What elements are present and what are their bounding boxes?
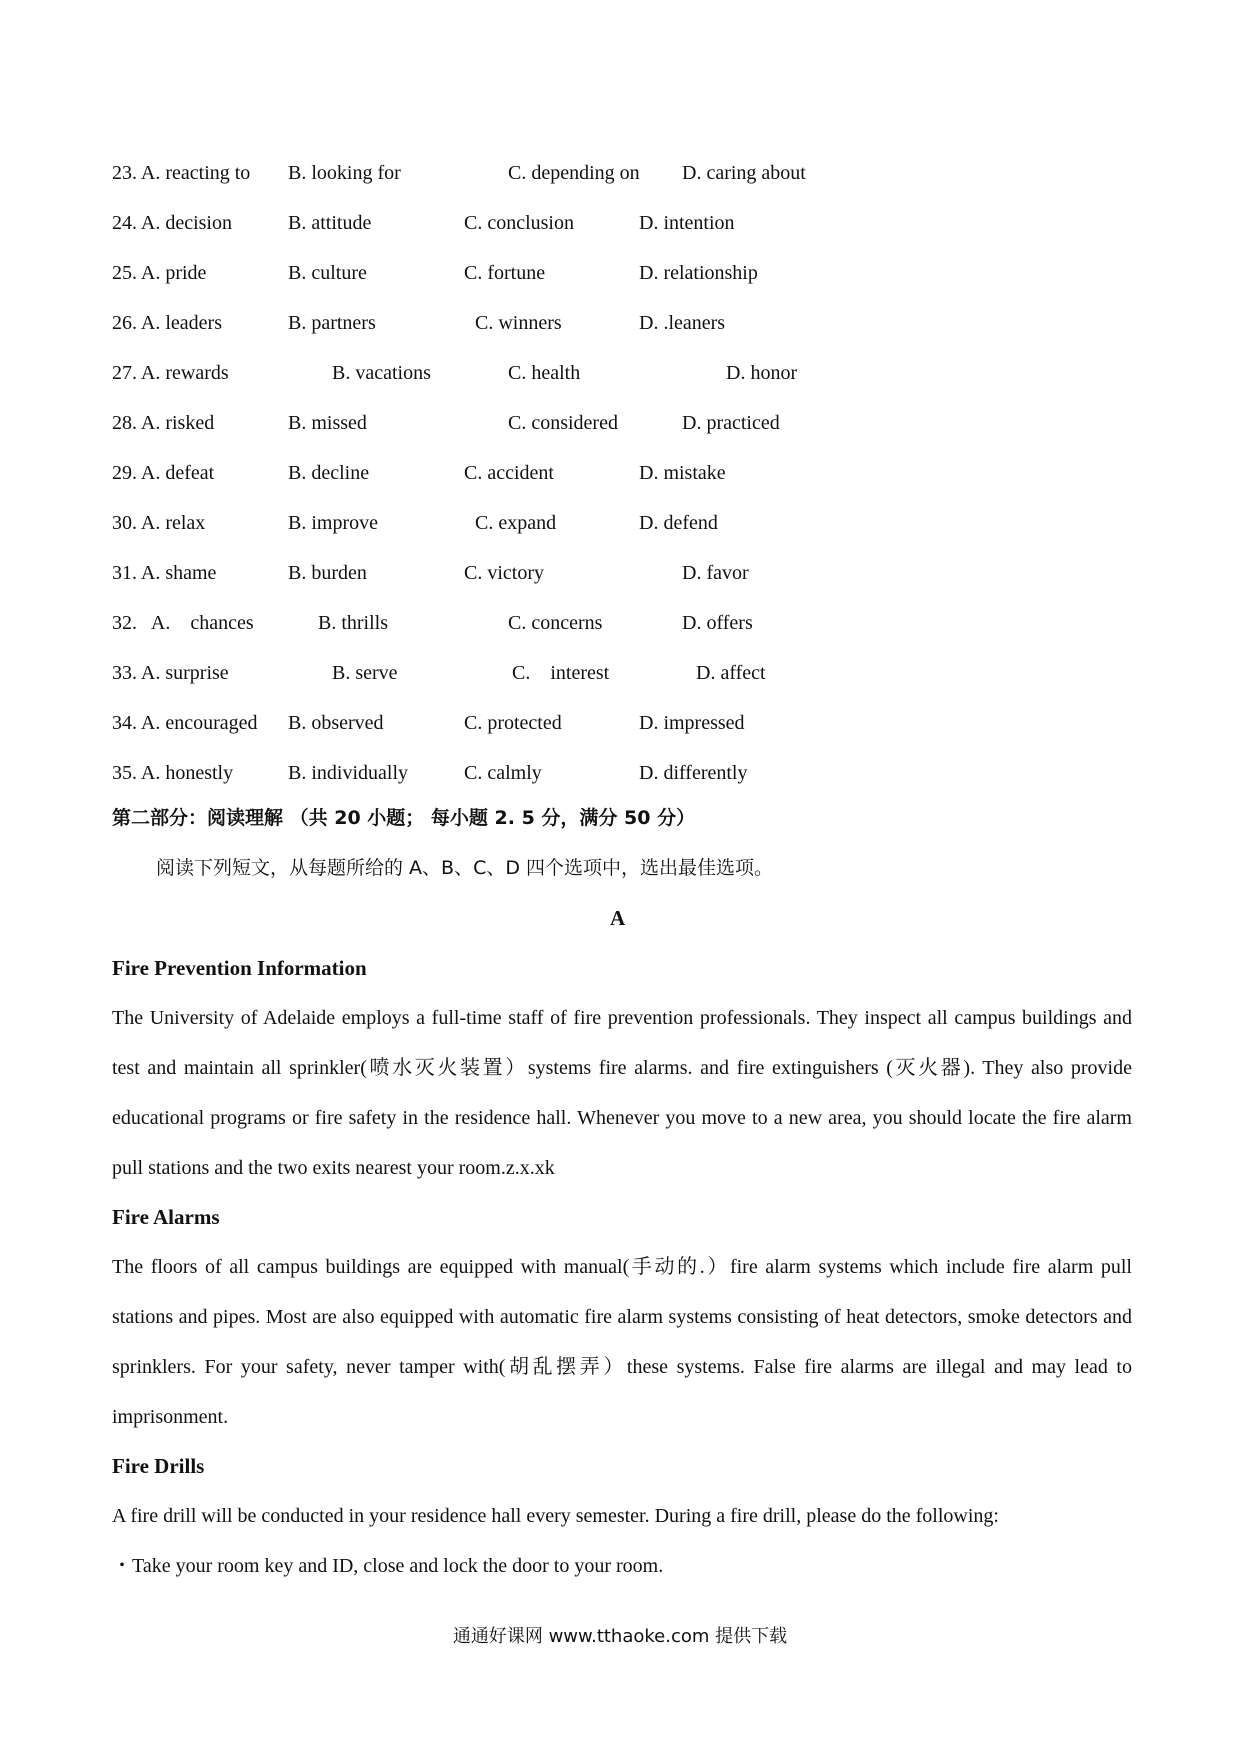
option-d: D. affect xyxy=(696,662,766,684)
option-b: B. serve xyxy=(332,662,398,684)
option-a: 24. A. decision xyxy=(112,212,232,234)
option-d: D. differently xyxy=(639,762,748,784)
option-b: B. missed xyxy=(288,412,367,434)
option-c: C. conclusion xyxy=(464,212,574,234)
option-a: 32. A. chances xyxy=(112,612,254,634)
option-c: C. concerns xyxy=(508,612,603,634)
paragraph-fire-drills: A fire drill will be conducted in your residence hall every semester. During a fire drill, please do the following: xyxy=(112,1505,999,1527)
option-d: D. intention xyxy=(639,212,735,234)
option-d: D. caring about xyxy=(682,162,806,184)
bullet-item: ・Take your room key and ID, close and lock the door to your room. xyxy=(112,1555,664,1577)
option-b: B. decline xyxy=(288,462,370,484)
option-c: C. health xyxy=(508,362,581,384)
heading-fire-drills: Fire Drills xyxy=(112,1454,205,1478)
option-c: C. considered xyxy=(508,412,618,434)
option-a: 28. A. risked xyxy=(112,412,215,434)
option-b: B. attitude xyxy=(288,212,372,234)
option-a: 23. A. reacting to xyxy=(112,162,251,184)
option-c: C. victory xyxy=(464,562,544,584)
option-b: B. culture xyxy=(288,262,367,284)
option-a: 26. A. leaders xyxy=(112,312,222,334)
option-a: 27. A. rewards xyxy=(112,362,229,384)
option-b: B. burden xyxy=(288,562,367,584)
option-d: D. impressed xyxy=(639,712,745,734)
option-a: 29. A. defeat xyxy=(112,462,215,484)
option-c: C. accident xyxy=(464,462,554,484)
paragraph-fire-prevention: The University of Adelaide employs a full-time staff of fire prevention professionals. They inspect all campus buildings and test and maintain all sprinkler(喷水灭火装置）systems fire alarms. and fire extinguishers (灭火器). They also provide educational programs or fire safety in the residence hall. Whenever you move to a new area, you should locate the fire alarm pull stations and the two exits nearest your room.z.x.xk xyxy=(112,1007,1132,1179)
option-b: B. vacations xyxy=(332,362,431,384)
option-c: C. depending on xyxy=(508,162,640,184)
option-d: D. defend xyxy=(639,512,718,534)
option-d: D. honor xyxy=(726,362,798,384)
heading-fire-alarms: Fire Alarms xyxy=(112,1205,220,1229)
option-a: 25. A. pride xyxy=(112,262,207,284)
option-a: 35. A. honestly xyxy=(112,762,234,784)
option-a: 33. A. surprise xyxy=(112,662,229,684)
option-d: D. mistake xyxy=(639,462,726,484)
option-c: C. winners xyxy=(475,312,562,334)
section-heading: 第二部分：阅读理解 （共 20 小题； 每小题 2. 5 分，满分 50 分） xyxy=(112,807,696,829)
option-b: B. individually xyxy=(288,762,408,784)
option-d: D. .leaners xyxy=(639,312,726,334)
option-c: C. expand xyxy=(475,512,557,534)
option-c: C. fortune xyxy=(464,262,546,284)
option-b: B. observed xyxy=(288,712,384,734)
option-c: C. protected xyxy=(464,712,562,734)
option-d: D. relationship xyxy=(639,262,758,284)
option-a: 30. A. relax xyxy=(112,512,206,534)
option-b: B. looking for xyxy=(288,162,401,184)
heading-fire-prevention: Fire Prevention Information xyxy=(112,956,367,980)
option-a: 34. A. encouraged xyxy=(112,712,258,734)
option-b: B. improve xyxy=(288,512,378,534)
passage-letter: A xyxy=(610,906,626,930)
option-a: 31. A. shame xyxy=(112,562,217,584)
option-d: D. offers xyxy=(682,612,753,634)
option-d: D. practiced xyxy=(682,412,780,434)
option-c: C. interest xyxy=(512,662,610,684)
option-c: C. calmly xyxy=(464,762,542,784)
option-b: B. partners xyxy=(288,312,376,334)
paragraph-fire-alarms: The floors of all campus buildings are equipped with manual(手动的.）fire alarm systems which include fire alarm pull stations and pipes. Most are also equipped with automatic fire alarm systems consisting of heat detectors, smoke detectors and sprinklers. For your safety, never tamper with(胡乱摆弄）these systems. False fire alarms are illegal and may lead to imprisonment. xyxy=(112,1256,1132,1428)
option-b: B. thrills xyxy=(318,612,389,634)
option-d: D. favor xyxy=(682,562,749,584)
section-instruction: 阅读下列短文，从每题所给的 A、B、C、D 四个选项中，选出最佳选项。 xyxy=(156,857,774,879)
footer-source: 通通好课网 www.tthaoke.com 提供下载 xyxy=(452,1626,788,1647)
